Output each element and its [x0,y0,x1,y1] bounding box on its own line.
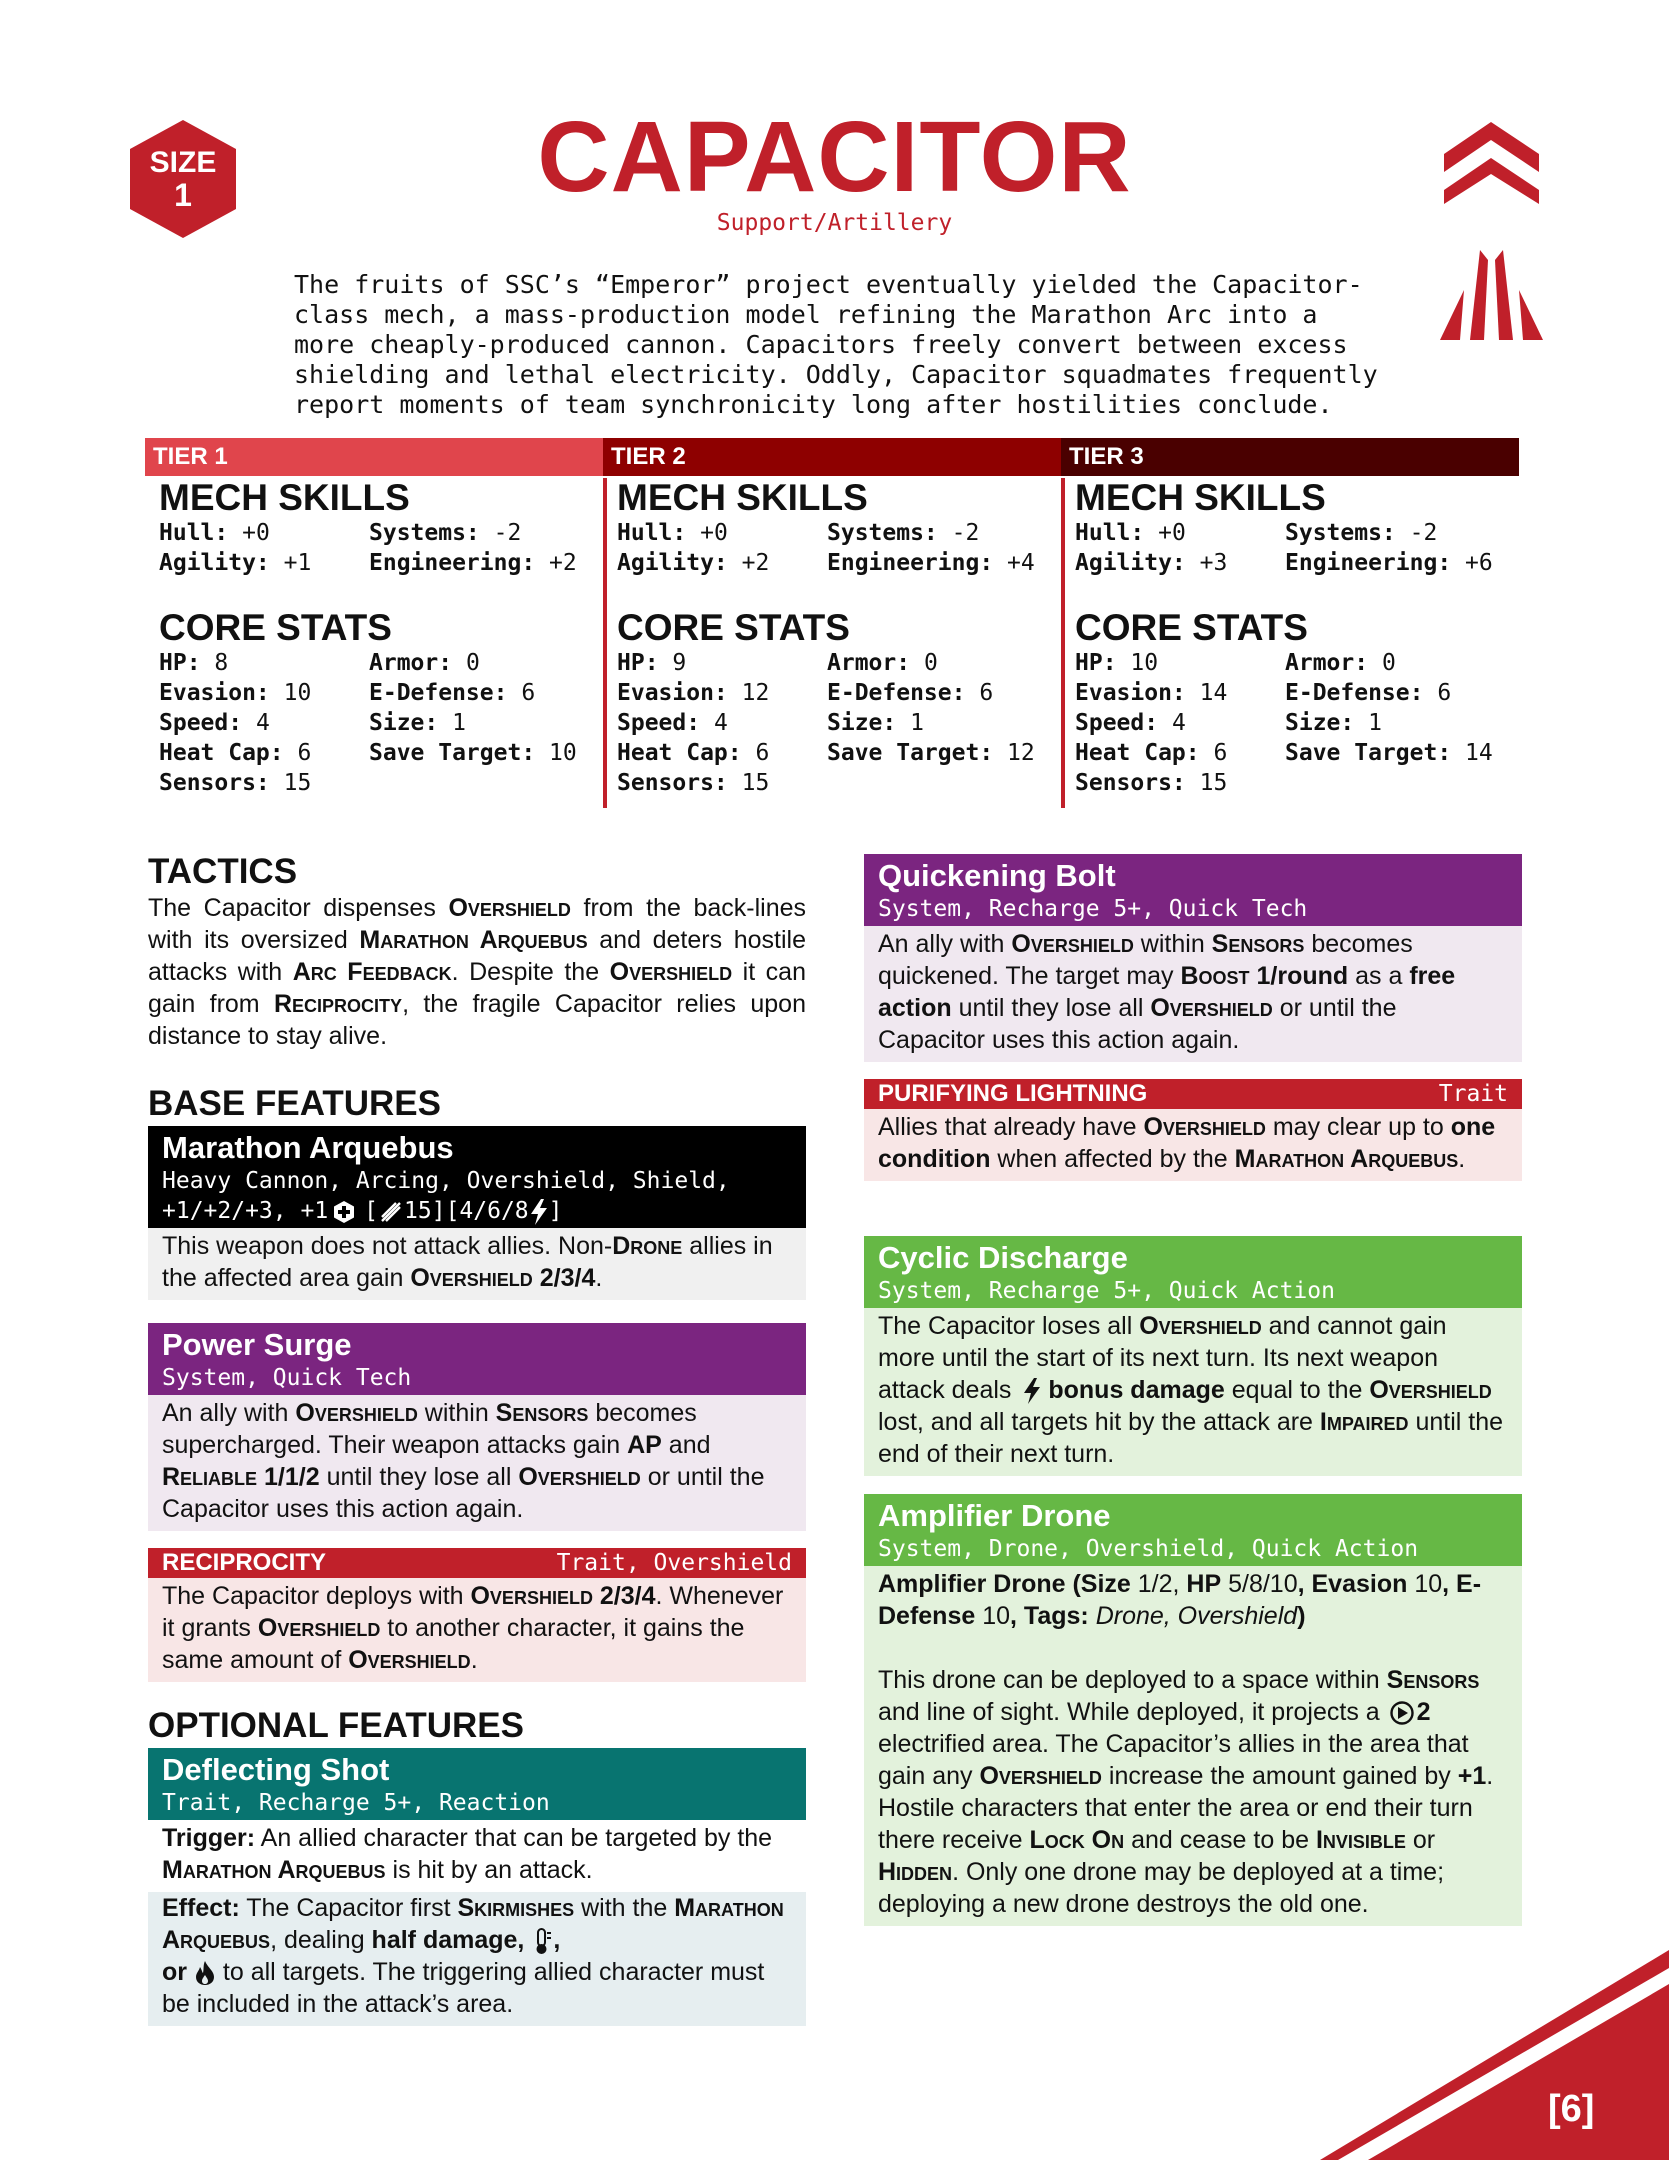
size-label: SIZE [149,146,217,179]
energy-damage-icon [1022,1378,1042,1404]
mech-skills-grid: Hull: +0 Systems: -2 Agility: +3 Engineering: +6 [1075,520,1493,576]
feature-power-surge [148,1323,806,1531]
feature-name: Power Surge [162,1327,352,1362]
core-stats-heading: CORE STATS [159,607,392,648]
base-features-heading: BASE FEATURES [148,1084,441,1123]
core-stats-grid: HP: 9 Armor: 0 Evasion: 12 E-Defense: 6 Speed: 4 Size: 1 Heat Cap: 6 Save Target: 12 Sensors: 15 [617,650,1035,796]
mech-skills-heading: MECH SKILLS [1075,477,1326,518]
tier-3-header: TIER 3 [1061,438,1519,476]
feature-name: Amplifier Drone [878,1498,1111,1533]
rank-chevron-icon [1444,122,1539,204]
tier-3-column [1061,438,1519,808]
size-value: 1 [174,177,192,213]
feature-purifying-lightning [864,1079,1522,1181]
manufacturer-emblem-icon [1440,250,1543,340]
tactics-text: The Capacitor dispenses Overshield from the back-lines with its oversized Marathon Arquebus and deters hostile attacks with Arc Feedback. Despite the Overshield it can gain from Reciprocity, the fragile Capacitor relies upon distance to stay alive. [148,894,807,1050]
energy-damage-icon [529,1199,549,1225]
subtitle: Support/Artillery [716,210,953,236]
feature-deflecting-shot [148,1748,806,2026]
feature-amplifier-drone [864,1494,1522,1926]
core-stats-heading: CORE STATS [1075,607,1308,648]
feature-tags: Trait [1438,1081,1508,1107]
feature-marathon-arquebus [148,1126,806,1300]
drone-stats: Amplifier Drone (Size 1/2, HP 5/8/10, Evasion 10, E-Defense 10, Tags: Drone, Overshield) [878,1570,1482,1630]
feature-tags: System, Quick Tech [162,1365,412,1391]
drone-description: This drone can be deployed to a space within Sensors and line of sight. While deployed, it projects a 2 electrified area. The Capacitor’s allies in the area that gain any Overshield increase the amount gained by +1. Hostile characters that enter the area or end their turn there receive Lock On and cease to be Invisible or Hidden. Only one drone may be deployed at a time; deploying a new drone destroys the old one. [878,1666,1494,1918]
core-stats-heading: CORE STATS [617,607,850,648]
tier-1-header: TIER 1 [145,438,603,476]
tactics-heading: TACTICS [148,852,298,891]
mech-skills-heading: MECH SKILLS [159,477,410,518]
intro-text: The fruits of SSC’s “Emperor” project eventually yielded the Capacitor- class mech, a mass-production model refining the Marathon Arc into a more cheaply-produced cannon. Capacitors freely convert between excess shielding and lethal electricity. Oddly, Capacitor squadmates frequently report moments of team synchronicity long after hostilities conclude. [294,270,1378,419]
feature-tags: System, Recharge 5+, Quick Action [878,1278,1335,1304]
feature-tags: System, Drone, Overshield, Quick Action [878,1536,1419,1562]
burn-icon [194,1960,216,1986]
feature-body: An ally with Overshield within Sensors becomes quickened. The target may Boost 1/round as a free action until they lose all Overshield or until the Capacitor uses this action again. [864,926,1522,1062]
feature-body: An ally with Overshield within Sensors becomes supercharged. Their weapon attacks gain AP and Reliable 1/1/2 until they lose all Overshield or until the Capacitor uses this action again. [148,1395,806,1531]
range-icon [378,1199,404,1225]
feature-body: This weapon does not attack allies. Non-Drone allies in the affected area gain Overshield 2/3/4. [148,1228,806,1300]
optional-features-heading: OPTIONAL FEATURES [148,1706,524,1745]
feature-name: Quickening Bolt [878,858,1116,893]
feature-name: Deflecting Shot [162,1752,390,1787]
mech-skills-heading: MECH SKILLS [617,477,868,518]
feature-body [864,1566,1522,1926]
mech-skills-grid: Hull: +0 Systems: -2 Agility: +1 Engineering: +2 [159,520,577,576]
mech-skills-grid: Hull: +0 Systems: -2 Agility: +2 Engineering: +4 [617,520,1035,576]
feature-body: Allies that already have Overshield may clear up to one condition when affected by the Marathon Arquebus. [864,1109,1522,1181]
page-number: [6] [1548,2088,1595,2130]
feature-name: RECIPROCITY [162,1549,327,1576]
page-corner-decoration [1320,1950,1669,2160]
feature-tags: Trait, Recharge 5+, Reaction [162,1790,550,1816]
feature-cyclic-discharge [864,1236,1522,1476]
core-stats-grid: HP: 10 Armor: 0 Evasion: 14 E-Defense: 6 Speed: 4 Size: 1 Heat Cap: 6 Save Target: 14 Sensors: 15 [1075,650,1493,796]
blast-icon [1389,1700,1415,1726]
feature-trigger: Trigger: An allied character that can be targeted by the Marathon Arquebus is hit by an attack. [148,1820,806,1892]
tier-2-column [603,438,1061,808]
accuracy-icon [332,1200,356,1224]
feature-quickening-bolt [864,854,1522,1062]
feature-body: The Capacitor deploys with Overshield 2/3/4. Whenever it grants Overshield to another character, it gains the same amount of Overshield. [148,1578,806,1682]
feature-name: PURIFYING LIGHTNING [878,1080,1148,1107]
core-stats-grid: HP: 8 Armor: 0 Evasion: 10 E-Defense: 6 Speed: 4 Size: 1 Heat Cap: 6 Save Target: 10 Sensors: 15 [159,650,577,796]
feature-effect: Effect: The Capacitor first Skirmishes with the Marathon Arquebus, dealing half damage, , or to all targets. The triggering allied character must be included in the attack’s area. [148,1892,806,2026]
page-title: CAPACITOR [537,101,1132,213]
tier-1-column [145,438,603,808]
weapon-stats: +1/+2/+3, +1 [ 15][4/6/8 ] [162,1198,563,1224]
feature-tags: Trait, Overshield [556,1550,792,1576]
feature-body: The Capacitor loses all Overshield and cannot gain more until the start of its next turn. Its next weapon attack deals bonus damage equal to the Overshield lost, and all targets hit by the attack are Impaired until the end of their next turn. [864,1308,1522,1476]
feature-reciprocity [148,1548,806,1682]
feature-name: Cyclic Discharge [878,1240,1128,1275]
heat-icon [531,1927,553,1955]
feature-name: Marathon Arquebus [162,1130,454,1165]
feature-tags: Heavy Cannon, Arcing, Overshield, Shield, [162,1168,730,1194]
tier-2-header: TIER 2 [603,438,1061,476]
feature-tags: System, Recharge 5+, Quick Tech [878,896,1308,922]
